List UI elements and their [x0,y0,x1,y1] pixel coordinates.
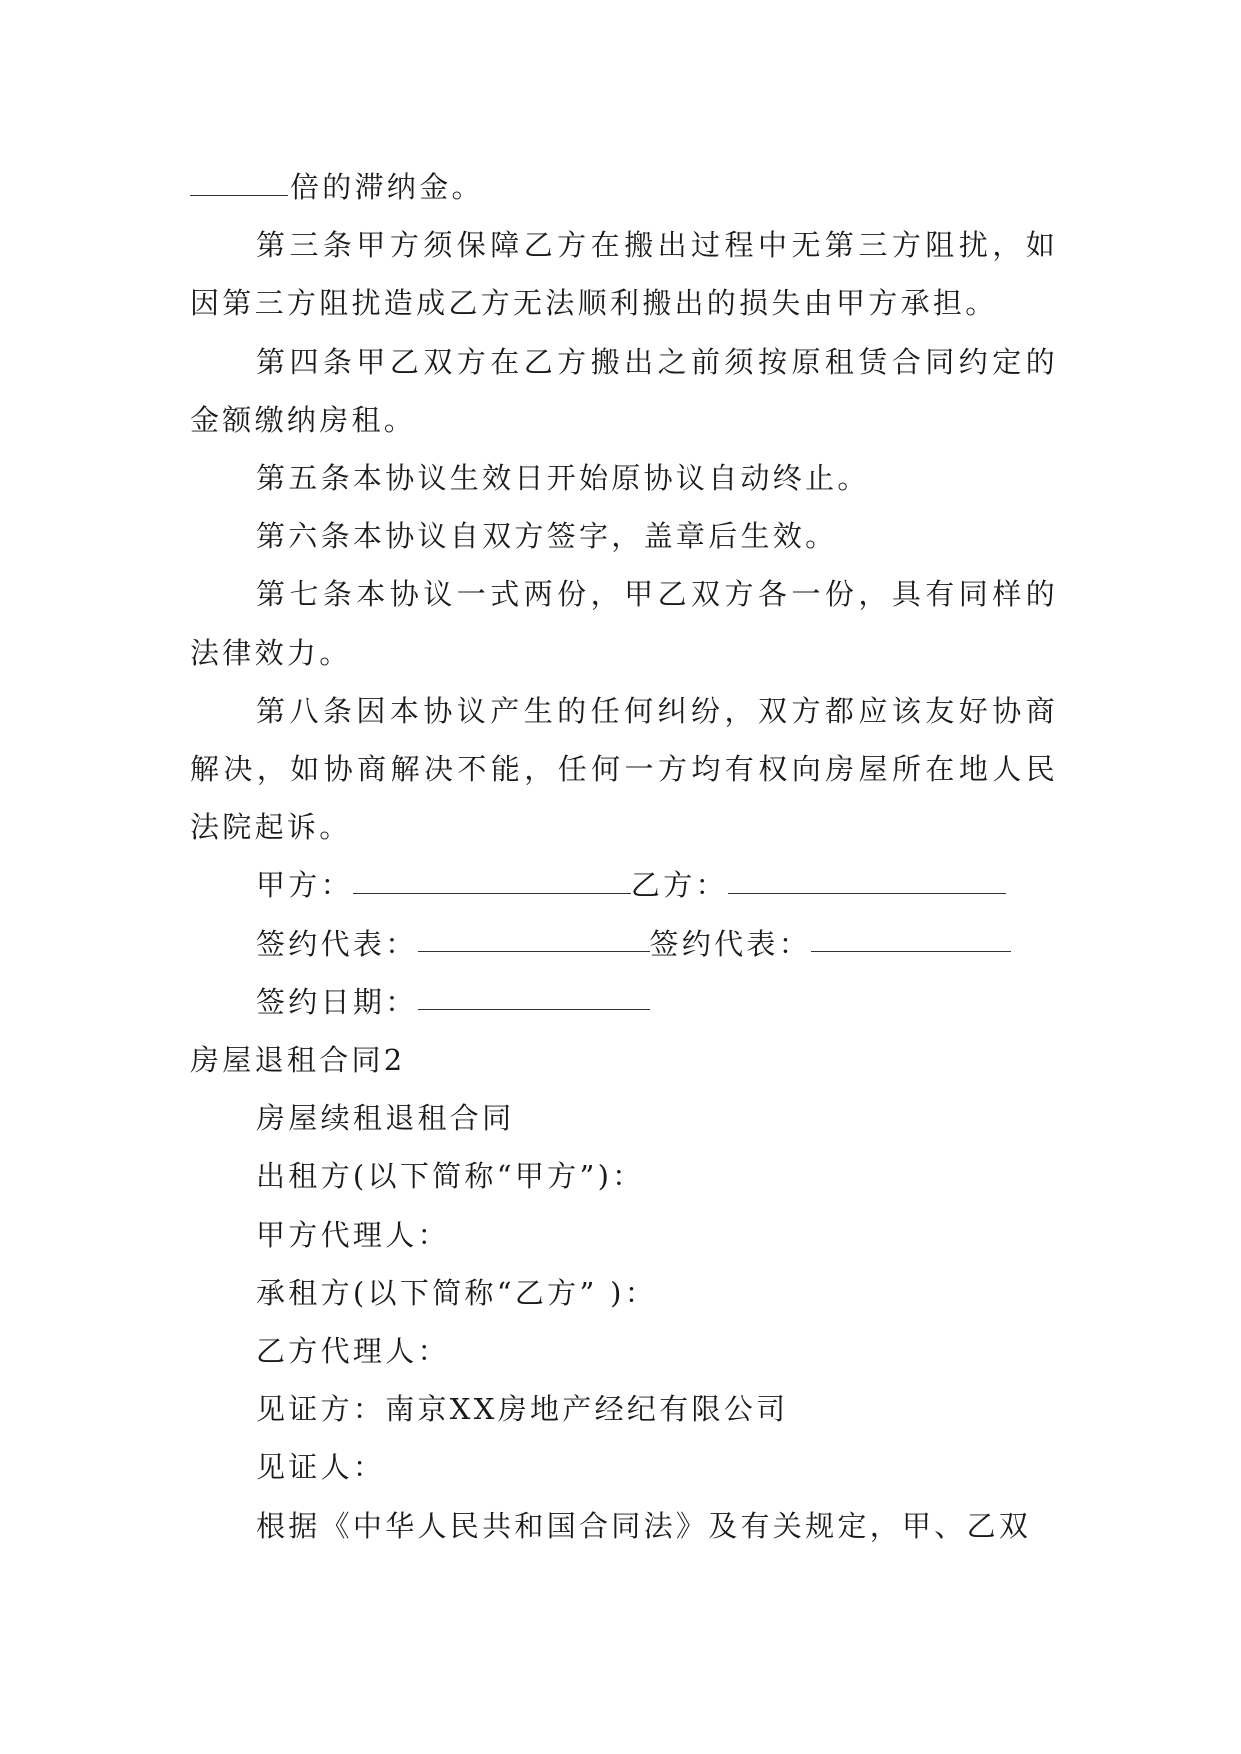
clause-5: 第五条本协议生效日开始原协议自动终止。 [256,461,870,496]
blank-line [190,195,288,196]
lessor-line: 出租方(以下简称“甲方”)： [256,1159,645,1194]
signature-date-line [190,973,1058,1031]
witness-person-line: 见证人： [256,1450,386,1485]
clause-6: 第六条本协议自双方签字，盖章后生效。 [256,519,838,554]
rep-a-blank [418,951,650,952]
party-a-blank [353,893,631,894]
clause-4: 第四条甲乙双方在乙方搬出之前须按原租赁合同约定的金额缴纳房租。 [190,344,1058,437]
contract-title: 房屋续租退租合同 [256,1101,515,1136]
party-b-blank [728,893,1006,894]
party-a-label: 甲方： [256,868,353,903]
lessor-agent-line: 甲方代理人： [256,1217,450,1252]
date-blank [418,1009,650,1010]
rep-b-label: 签约代表： [649,926,812,961]
legal-basis-line: 根据《中华人民共和国合同法》及有关规定，甲、乙双 [256,1508,1032,1543]
document-body [190,158,1058,1555]
clause-3: 第三条甲方须保障乙方在搬出过程中无第三方阻扰，如因第三方阻扰造成乙方无法顺利搬出的损失由甲方承担。 [190,228,1058,321]
section-title: 房屋退租合同2 [190,1043,406,1078]
date-label: 签约日期： [256,984,418,1019]
clause-8: 第八条因本协议产生的任何纠纷，双方都应该友好协商解决，如协商解决不能，任何一方均有权向房屋所在地人民法院起诉。 [190,693,1058,845]
lessee-agent-line: 乙方代理人： [256,1334,450,1369]
signature-representatives-line [190,915,1058,973]
late-fee-line [190,158,1058,216]
lessee-line: 承租方(以下简称“乙方” )： [256,1275,657,1310]
rep-b-blank [811,951,1011,952]
party-b-label: 乙方： [630,868,728,903]
late-fee-text: 倍的滞纳金。 [290,170,484,204]
clause-7: 第七条本协议一式两份，甲乙双方各一份，具有同样的法律效力。 [190,577,1058,670]
signature-parties-line [190,856,1058,914]
witness-line: 见证方：南京XX房地产经纪有限公司 [256,1392,789,1427]
rep-a-label: 签约代表： [256,926,418,961]
